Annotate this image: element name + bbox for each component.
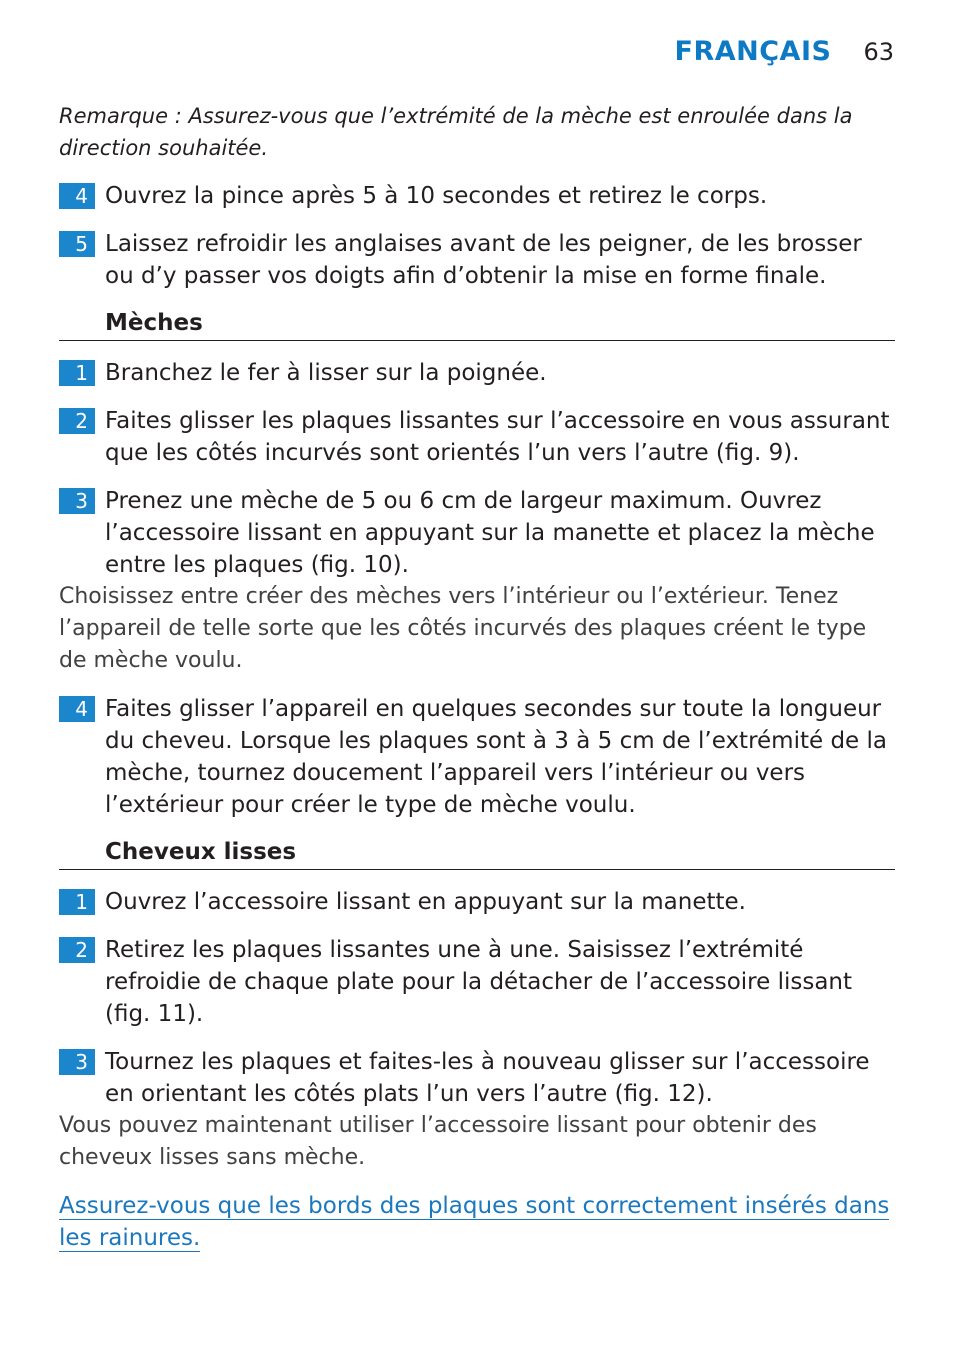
step-item — [59, 357, 895, 389]
step-number-badge: 1 — [59, 889, 95, 915]
step-text: Ouvrez la pince après 5 à 10 secondes et retirez le corps. — [105, 183, 768, 209]
step-number-badge: 4 — [59, 696, 95, 722]
step-number-badge: 5 — [59, 231, 95, 257]
section-heading-meches: Mèches — [59, 308, 895, 341]
warning-block — [59, 1190, 895, 1254]
body-paragraph: Vous pouvez maintenant utiliser l’accessoire lissant pour obtenir des cheveux lisses sans mèche. — [59, 1113, 817, 1170]
step-item — [59, 934, 895, 1030]
step-item — [59, 180, 895, 212]
step-number-badge: 4 — [59, 183, 95, 209]
step-text: Faites glisser les plaques lissantes sur l’accessoire en vous assurant que les côtés incurvés sont orientés l’un vers l’autre (fig. 9). — [105, 408, 890, 466]
step-number-badge: 3 — [59, 488, 95, 514]
step-text: Prenez une mèche de 5 ou 6 cm de largeur maximum. Ouvrez l’accessoire lissant en appuyant sur la manette et placez la mèche entre les plaques (fig. 10). — [105, 488, 875, 578]
page-number: 63 — [863, 38, 894, 66]
body-paragraph: Choisissez entre créer des mèches vers l’intérieur ou l’extérieur. Tenez l’appareil de telle sorte que les côtés incurvés des plaques créent le type de mèche voulu. — [59, 584, 867, 673]
step-item — [59, 228, 895, 292]
language-label: FRANÇAIS — [674, 36, 832, 67]
page-header — [675, 36, 894, 67]
page-content — [59, 100, 895, 1254]
warning-text: Assurez-vous que les bords des plaques sont correctement insérés dans les rainures. — [59, 1193, 890, 1251]
step-item — [59, 1046, 895, 1110]
step-item — [59, 886, 895, 918]
step-text: Laissez refroidir les anglaises avant de les peigner, de les brosser ou d’y passer vos doigts afin d’obtenir la mise en forme finale. — [105, 231, 862, 289]
note: Remarque : Assurez-vous que l’extrémité de la mèche est enroulée dans la direction souhaitée. — [59, 104, 853, 160]
step-text: Ouvrez l’accessoire lissant en appuyant sur la manette. — [105, 889, 746, 915]
step-text: Branchez le fer à lisser sur la poignée. — [105, 360, 547, 386]
step-number-badge: 3 — [59, 1049, 95, 1075]
section-heading-cheveux-lisses: Cheveux lisses — [59, 837, 895, 870]
step-item — [59, 693, 895, 821]
step-text: Retirez les plaques lissantes une à une. Saisissez l’extrémité refroidie de chaque plate pour la détacher de l’accessoire lissant (fig. 11). — [105, 937, 853, 1027]
step-number-badge: 1 — [59, 360, 95, 386]
step-number-badge: 2 — [59, 937, 95, 963]
step-text: Faites glisser l’appareil en quelques secondes sur toute la longueur du cheveu. Lorsque les plaques sont à 3 à 5 cm de l’extrémité de la mèche, tournez doucement l’appareil vers l’intérieur ou vers l’extérieur pour créer le type de mèche voulu. — [105, 696, 887, 818]
step-text: Tournez les plaques et faites-les à nouveau glisser sur l’accessoire en orientant les côtés plats l’un vers l’autre (fig. 12). — [105, 1049, 870, 1107]
step-number-badge: 2 — [59, 408, 95, 434]
step-item — [59, 485, 895, 581]
step-item — [59, 405, 895, 469]
